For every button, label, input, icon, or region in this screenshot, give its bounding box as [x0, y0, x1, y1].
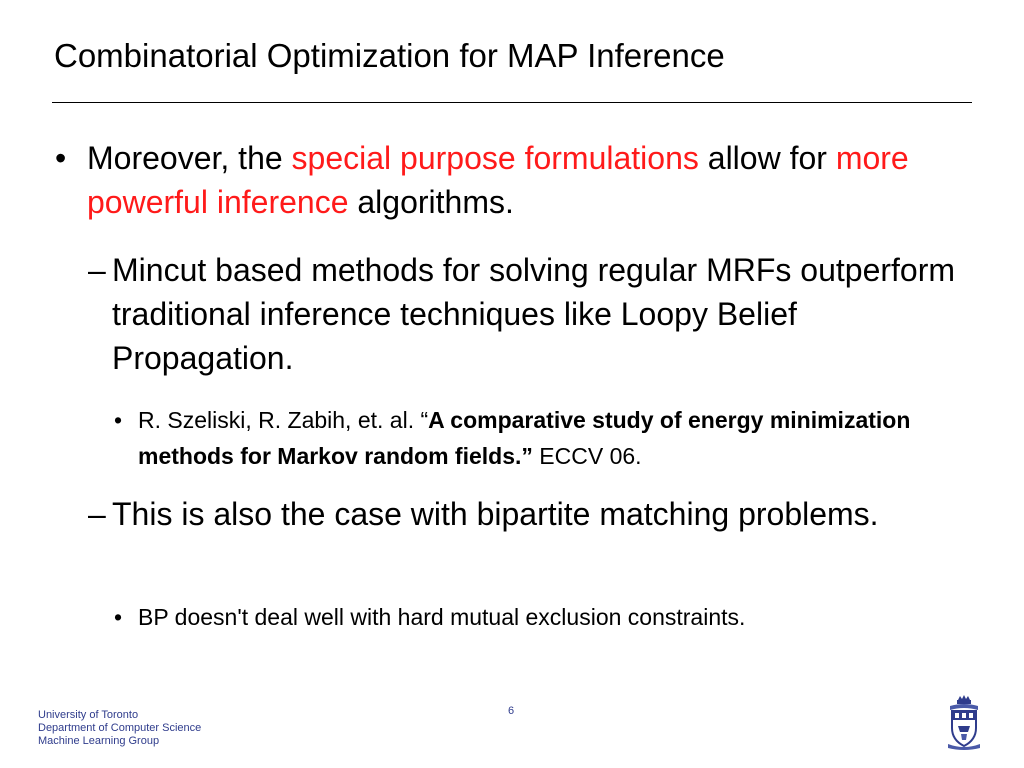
bullet-text-part: algorithms. [348, 184, 514, 220]
bullet-text [87, 136, 965, 224]
reference-venue: ECCV 06. [532, 443, 642, 469]
reference-text [138, 402, 964, 474]
bullet-marker: • [114, 407, 123, 433]
highlight-special-purpose: special purpose formulations [291, 140, 699, 176]
bullet-marker: • [114, 604, 123, 630]
footer-university: University of Toronto [38, 709, 139, 721]
subbullet-text: Mincut based methods for solving regular MRFs outperform traditional inference techniques like Loopy Belief Propagation. [112, 252, 956, 376]
subbullet-mincut [88, 248, 968, 380]
note-text: BP doesn't deal well with hard mutual exclusion constraints. [138, 604, 746, 630]
subbullet-bipartite [88, 492, 968, 536]
bullet-moreover [55, 136, 965, 224]
footer-affiliation [38, 709, 201, 748]
footer-department: Department of Computer Science [38, 722, 202, 734]
highlight-powerful-inference: more powerful inference [87, 140, 909, 220]
page-number: 6 [508, 705, 515, 717]
reference-szeliski [114, 402, 964, 474]
reference-authors: R. Szeliski, R. Zabih, et. al. “ [138, 407, 429, 433]
reference-title: A comparative study of energy minimization methods for Markov random fields.” [138, 407, 911, 469]
title-divider [52, 102, 972, 103]
note-bp [114, 599, 964, 635]
footer-group: Machine Learning Group [38, 735, 160, 747]
dash-marker: – [88, 252, 106, 288]
university-crest-icon [944, 694, 984, 750]
slide-title: Combinatorial Optimization for MAP Inference [54, 37, 725, 74]
bullet-text-part: allow for [698, 140, 836, 176]
bullet-text-part: Moreover, the [87, 140, 292, 176]
subbullet-text: This is also the case with bipartite matching problems. [112, 496, 879, 532]
dash-marker: – [88, 496, 106, 532]
bullet-marker: • [55, 140, 67, 176]
